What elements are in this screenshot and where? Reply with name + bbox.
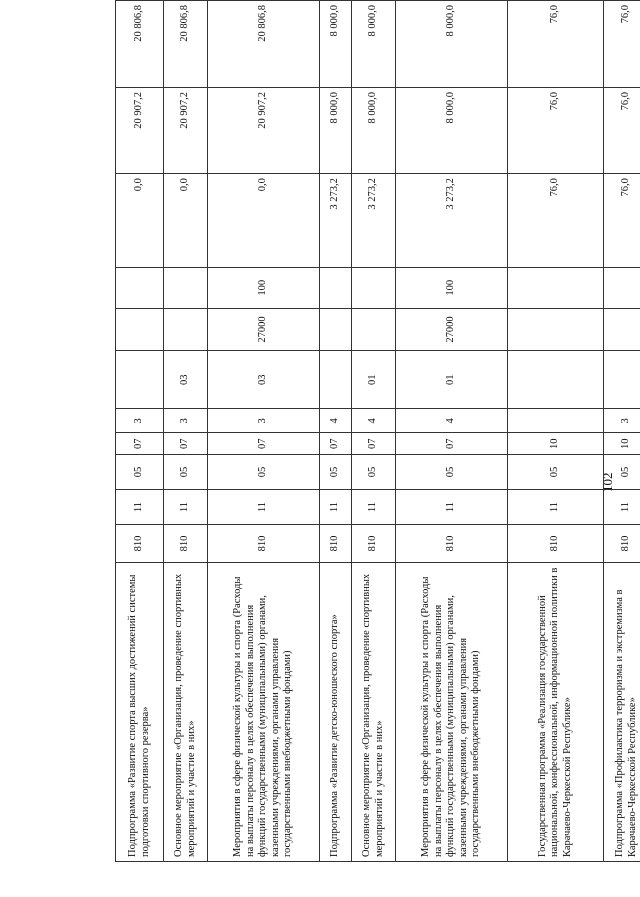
table-cell-program: 10 bbox=[508, 433, 604, 455]
table-cell-grbs: 810 bbox=[116, 525, 164, 563]
table-cell-name: Основное мероприятие «Организация, проведение спортивных мероприятий и участие в них» bbox=[164, 562, 208, 861]
table-row bbox=[208, 1, 320, 862]
table-cell-program: 07 bbox=[396, 433, 508, 455]
table-cell-section: 11 bbox=[320, 490, 352, 525]
table-cell-year1: 3 273,2 bbox=[352, 174, 396, 268]
table-cell-year1: 3 273,2 bbox=[320, 174, 352, 268]
table-cell-expense-type: 100 bbox=[208, 267, 320, 308]
page-number: 102 bbox=[600, 472, 615, 492]
table-cell-year2: 76,0 bbox=[508, 88, 604, 174]
table-cell-subsection: 05 bbox=[352, 454, 396, 489]
table-cell-program: 10 bbox=[604, 433, 640, 455]
table-cell-grbs: 810 bbox=[508, 525, 604, 563]
table-cell-year3: 76,0 bbox=[604, 1, 640, 88]
table-row bbox=[164, 1, 208, 862]
table-cell-program: 07 bbox=[164, 433, 208, 455]
table-cell-year3: 8 000,0 bbox=[396, 1, 508, 88]
table-cell-grbs: 810 bbox=[164, 525, 208, 563]
table-cell-grbs: 810 bbox=[396, 525, 508, 563]
table-cell-name: Мероприятия в сфере физической культуры и спорта (Расходы на выплаты персоналу в целях обеспечения выполнения функций государственными (муниципальными) органами, казенными учреждениями, органами управления государственными внебюджетными фондами) bbox=[396, 562, 508, 861]
table-cell-name: Подпрограмма «Развитие спорта высших достижений системы подготовки спортивного резерва» bbox=[116, 562, 164, 861]
table-cell-subprogram: 3 bbox=[164, 409, 208, 433]
table-cell-subprogram: 4 bbox=[320, 409, 352, 433]
table-cell-name: Подпрограмма «Профилактика терроризма и экстремизма в Карачаево-Черкесской Республике» bbox=[604, 562, 640, 861]
table-cell-event: 03 bbox=[164, 351, 208, 409]
table-cell-year2: 8 000,0 bbox=[396, 88, 508, 174]
table-cell-section: 11 bbox=[604, 490, 640, 525]
table-cell-year1: 76,0 bbox=[604, 174, 640, 268]
table-cell-section: 11 bbox=[508, 490, 604, 525]
table-cell-subsection: 05 bbox=[208, 454, 320, 489]
table-cell-subprogram: 4 bbox=[352, 409, 396, 433]
table-row bbox=[604, 1, 640, 862]
table-cell-year2: 20 907,2 bbox=[116, 88, 164, 174]
table-cell-subsection: 05 bbox=[320, 454, 352, 489]
table-cell-name: Подпрограмма «Развитие детско-юношеского спорта» bbox=[320, 562, 352, 861]
table-cell-grbs: 810 bbox=[604, 525, 640, 563]
table-cell-expense-type: 100 bbox=[396, 267, 508, 308]
table-cell-direction: 27000 bbox=[396, 308, 508, 351]
table-cell-direction bbox=[604, 308, 640, 351]
table-cell-subsection: 05 bbox=[604, 454, 640, 489]
table-cell-subsection: 05 bbox=[116, 454, 164, 489]
table-cell-subprogram bbox=[508, 409, 604, 433]
table-cell-direction bbox=[164, 308, 208, 351]
table-cell-year3: 8 000,0 bbox=[352, 1, 396, 88]
table-cell-year3: 20 806,8 bbox=[208, 1, 320, 88]
table-cell-expense-type bbox=[320, 267, 352, 308]
table-cell-event bbox=[508, 351, 604, 409]
table-cell-event bbox=[604, 351, 640, 409]
table-cell-year2: 20 907,2 bbox=[164, 88, 208, 174]
table-cell-program: 07 bbox=[116, 433, 164, 455]
table-cell-year2: 8 000,0 bbox=[352, 88, 396, 174]
table-cell-name: Мероприятия в сфере физической культуры и спорта (Расходы на выплаты персоналу в целях обеспечения выполнения функций государственными (муниципальными) органами, казенными учреждениями, органами управления государственными внебюджетными фондами) bbox=[208, 562, 320, 861]
table-cell-section: 11 bbox=[164, 490, 208, 525]
table-cell-year3: 20 806,8 bbox=[116, 1, 164, 88]
table-cell-grbs: 810 bbox=[208, 525, 320, 563]
table-cell-subsection: 05 bbox=[508, 454, 604, 489]
table-cell-expense-type bbox=[164, 267, 208, 308]
table-cell-name: Государственная программа «Реализация государственной национальной, конфессиональной, информационной политики в Карачаево-Черкесской Республике» bbox=[508, 562, 604, 861]
table-row bbox=[508, 1, 604, 862]
table-cell-year1: 0,0 bbox=[164, 174, 208, 268]
table-cell-year1: 0,0 bbox=[116, 174, 164, 268]
budget-table bbox=[115, 0, 640, 862]
table-cell-year2: 20 907,2 bbox=[208, 88, 320, 174]
table-cell-year2: 76,0 bbox=[604, 88, 640, 174]
table-cell-year1: 3 273,2 bbox=[396, 174, 508, 268]
table-cell-subprogram: 4 bbox=[396, 409, 508, 433]
table-cell-event: 01 bbox=[396, 351, 508, 409]
table-cell-year1: 76,0 bbox=[508, 174, 604, 268]
table-cell-program: 07 bbox=[352, 433, 396, 455]
table-cell-expense-type bbox=[352, 267, 396, 308]
table-cell-subprogram: 3 bbox=[116, 409, 164, 433]
table-cell-section: 11 bbox=[116, 490, 164, 525]
table-cell-section: 11 bbox=[352, 490, 396, 525]
table-cell-direction: 27000 bbox=[208, 308, 320, 351]
table-cell-subprogram: 3 bbox=[604, 409, 640, 433]
table-cell-direction bbox=[352, 308, 396, 351]
table-cell-event: 01 bbox=[352, 351, 396, 409]
table-cell-subsection: 05 bbox=[396, 454, 508, 489]
table-cell-year1: 0,0 bbox=[208, 174, 320, 268]
table-cell-direction bbox=[320, 308, 352, 351]
table-row bbox=[116, 1, 164, 862]
table-cell-expense-type bbox=[116, 267, 164, 308]
table-cell-subprogram: 3 bbox=[208, 409, 320, 433]
table-cell-section: 11 bbox=[396, 490, 508, 525]
table-cell-program: 07 bbox=[208, 433, 320, 455]
table-cell-year2: 8 000,0 bbox=[320, 88, 352, 174]
table-row bbox=[320, 1, 352, 862]
table-row bbox=[396, 1, 508, 862]
table-cell-name: Основное мероприятие «Организация, проведение спортивных мероприятий и участие в них» bbox=[352, 562, 396, 861]
table-cell-direction bbox=[116, 308, 164, 351]
table-cell-event bbox=[116, 351, 164, 409]
table-cell-event bbox=[320, 351, 352, 409]
table-cell-direction bbox=[508, 308, 604, 351]
table-cell-program: 07 bbox=[320, 433, 352, 455]
table-cell-year3: 20 806,8 bbox=[164, 1, 208, 88]
table-cell-event: 03 bbox=[208, 351, 320, 409]
table-cell-grbs: 810 bbox=[352, 525, 396, 563]
table-cell-section: 11 bbox=[208, 490, 320, 525]
table-row bbox=[352, 1, 396, 862]
table-cell-expense-type bbox=[604, 267, 640, 308]
table-cell-grbs: 810 bbox=[320, 525, 352, 563]
table-cell-year3: 76,0 bbox=[508, 1, 604, 88]
table-cell-year3: 8 000,0 bbox=[320, 1, 352, 88]
table-cell-expense-type bbox=[508, 267, 604, 308]
table-cell-subsection: 05 bbox=[164, 454, 208, 489]
